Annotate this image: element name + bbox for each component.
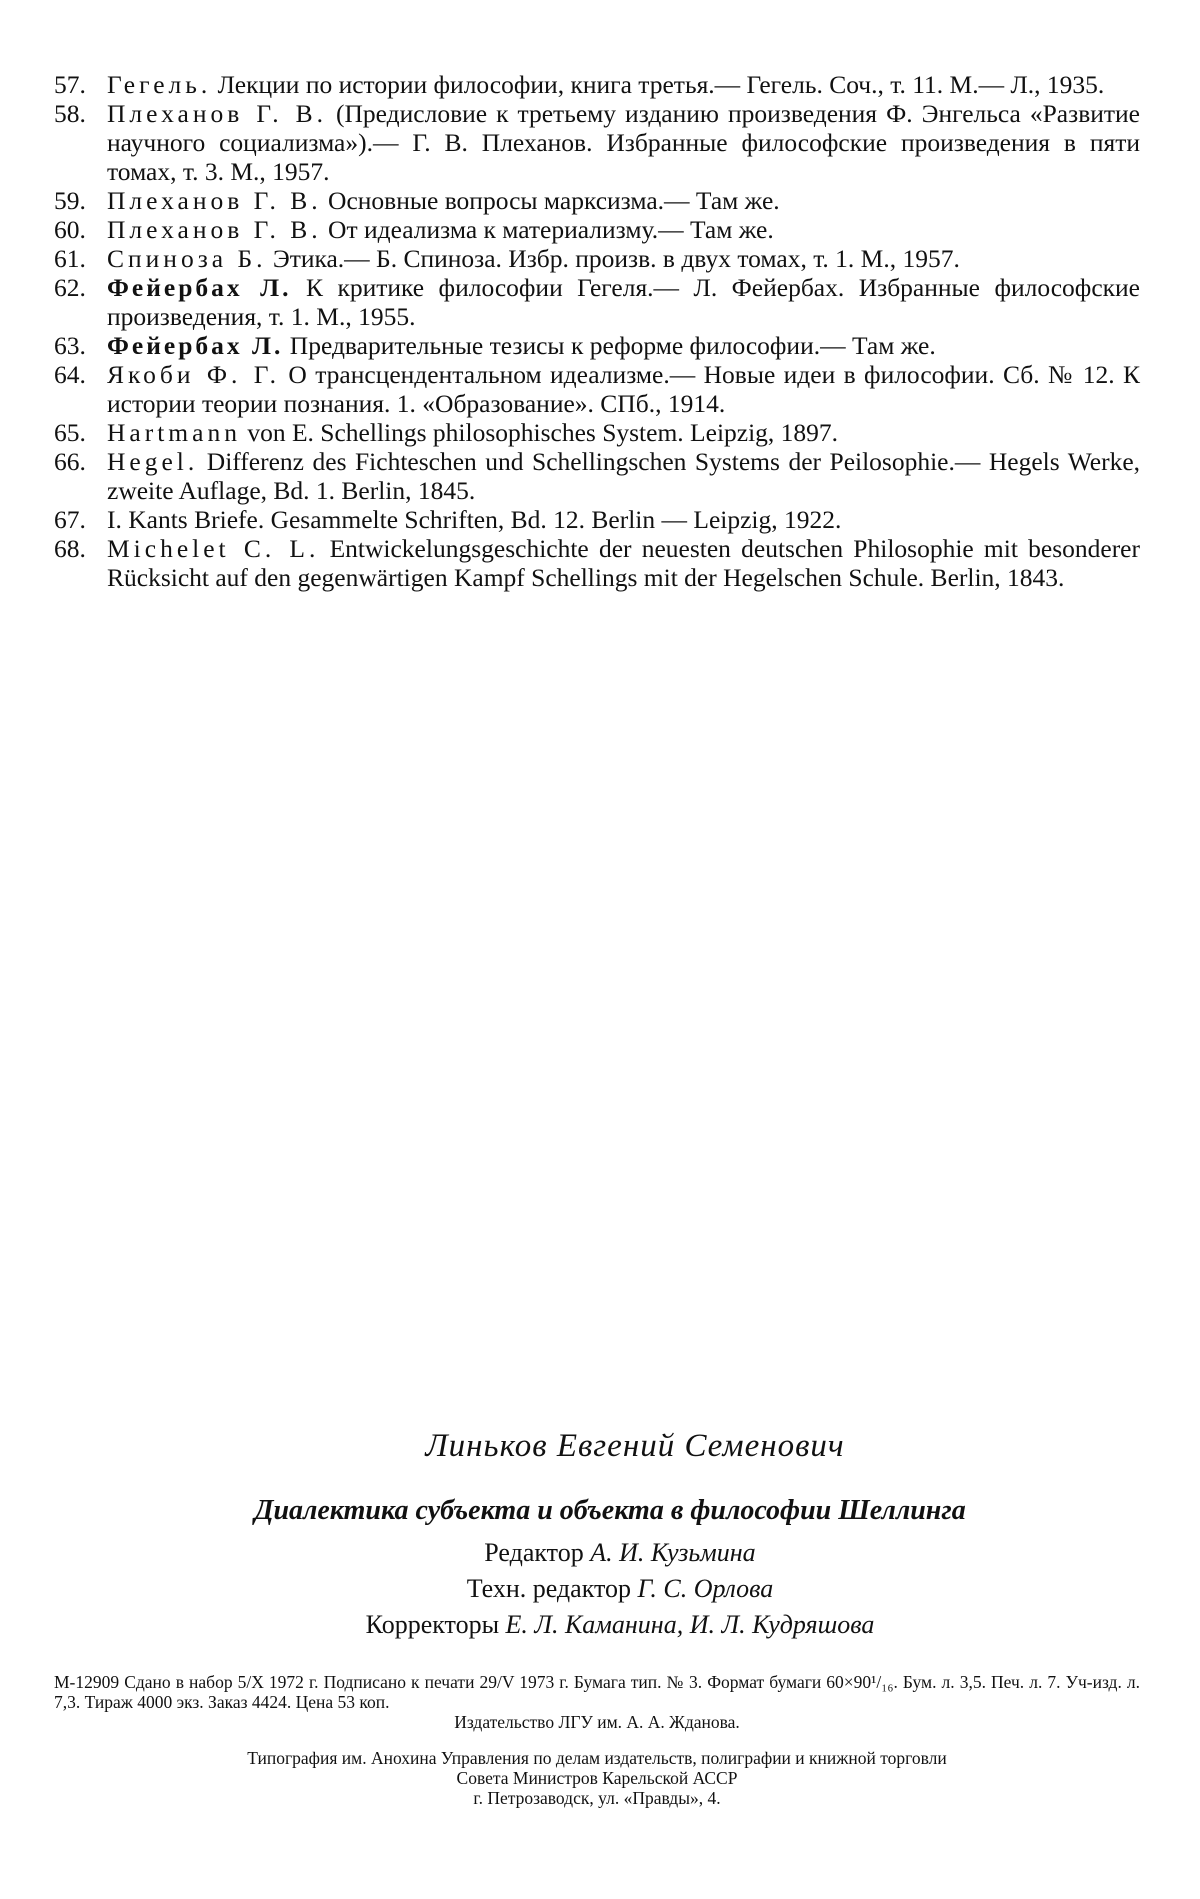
reference-number: 67.	[54, 505, 86, 534]
reference-text: Основные вопросы марксизма.— Там же.	[328, 186, 780, 215]
proofreaders-label: Корректоры	[365, 1610, 500, 1639]
reference-item	[54, 186, 1140, 215]
reference-text: I. Kants Briefe. Gesammelte Schriften, Bd. 12. Berlin — Leipzig, 1922.	[107, 505, 842, 534]
reference-author: Плеханов Г. В.	[107, 186, 322, 215]
reference-item	[54, 244, 1140, 273]
imprint-publisher: Издательство ЛГУ им. А. А. Жданова.	[454, 1712, 740, 1732]
imprint-print-details: М-12909 Сдано в набор 5/X 1972 г. Подписано к печати 29/V 1973 г. Бумага тип. № 3. Формат бумаги 60×90¹/₁₆. Бум. л. 3,5. Печ. л. 7. Уч-изд. л. 7,3. Тираж 4000 экз. Заказ 4424. Цена 53 коп.	[54, 1672, 1140, 1712]
imprint-council: Совета Министров Карельской АССР	[456, 1768, 738, 1788]
reference-number: 59.	[54, 186, 86, 215]
reference-number: 62.	[54, 273, 86, 302]
reference-author: Hartmann	[107, 418, 241, 447]
reference-number: 57.	[54, 70, 86, 99]
reference-number: 66.	[54, 447, 86, 476]
reference-text: (Предисловие к третьему изданию произведения Ф. Энгельса «Развитие научного социализма»).— Г. В. Плеханов. Избранные философские произведения в пяти томах, т. 3. М., 1957.	[107, 99, 1140, 186]
editor-name: А. И. Кузьмина	[590, 1538, 756, 1567]
reference-author: Фейербах Л.	[107, 331, 284, 360]
reference-author: Якоби Ф. Г.	[107, 360, 281, 389]
tech-editor-credit	[0, 1571, 1200, 1607]
reference-number: 58.	[54, 99, 86, 128]
imprint-address: г. Петрозаводск, ул. «Правды», 4.	[473, 1788, 721, 1808]
reference-text: От идеализма к материализму.— Там же.	[328, 215, 774, 244]
reference-number: 63.	[54, 331, 86, 360]
reference-item	[54, 215, 1140, 244]
proofreaders-names: Е. Л. Каманина, И. Л. Кудряшова	[505, 1610, 875, 1639]
reference-number: 64.	[54, 360, 86, 389]
reference-text: Entwickelungsgeschichte der neuesten deutschen Philosophie mit besonderer Rücksicht auf den gegenwärtigen Kampf Schellings mit der Hegelschen Schule. Berlin, 1843.	[107, 534, 1140, 592]
proofreaders-credit	[0, 1607, 1200, 1643]
tech-editor-label: Техн. редактор	[466, 1574, 632, 1603]
reference-author: Плеханов Г. В.	[107, 215, 322, 244]
colophon	[0, 1428, 1200, 1643]
reference-author: Hegel.	[107, 447, 199, 476]
reference-item	[54, 534, 1140, 592]
reference-number: 60.	[54, 215, 86, 244]
reference-item	[54, 418, 1140, 447]
reference-item	[54, 331, 1140, 360]
reference-number: 65.	[54, 418, 86, 447]
reference-item	[54, 70, 1140, 99]
reference-item	[54, 99, 1140, 186]
tech-editor-name: Г. С. Орлова	[637, 1574, 774, 1603]
reference-item	[54, 505, 1140, 534]
reference-number: 68.	[54, 534, 86, 563]
reference-text: Differenz des Fichteschen und Schellingschen Systems der Peilosophie.— Hegels Werke, zweite Auflage, Bd. 1. Berlin, 1845.	[107, 447, 1141, 505]
reference-text: Предварительные тезисы к реформе философии.— Там же.	[289, 331, 936, 360]
reference-author: Michelet C. L.	[107, 534, 320, 563]
book-title: Диалектика субъекта и объекта в философии Шеллинга	[254, 1495, 966, 1526]
book-author: Линьков Евгений Семенович	[425, 1428, 845, 1464]
reference-number: 61.	[54, 244, 86, 273]
editor-label: Редактор	[484, 1538, 584, 1567]
reference-text: К критике философии Гегеля.— Л. Фейербах. Избранные философские произведения, т. 1. М., 1955.	[107, 273, 1140, 331]
reference-text: О трансцендентальном идеализме.— Новые идеи в философии. Сб. № 12. К истории теории познания. 1. «Образование». СПб., 1914.	[107, 360, 1141, 418]
reference-author: Гегель.	[107, 70, 212, 99]
reference-text: Этика.— Б. Спиноза. Избр. произв. в двух томах, т. 1. М., 1957.	[272, 244, 960, 273]
reference-text: von E. Schellings philosophisches System. Leipzig, 1897.	[247, 418, 839, 447]
print-imprint	[54, 1672, 1140, 1808]
reference-item	[54, 273, 1140, 331]
reference-author: Плеханов Г. В.	[107, 99, 327, 128]
imprint-spacer	[54, 1732, 1140, 1748]
reference-author: Спиноза Б.	[107, 244, 267, 273]
reference-item	[54, 360, 1140, 418]
reference-text: Лекции по истории философии, книга третья.— Гегель. Соч., т. 11. М.— Л., 1935.	[217, 70, 1105, 99]
editor-credit	[0, 1535, 1200, 1571]
reference-item	[54, 447, 1140, 505]
bibliography-list	[54, 70, 1140, 592]
imprint-printing-house: Типография им. Анохина Управления по делам издательств, полиграфии и книжной торговли	[247, 1748, 947, 1768]
reference-author: Фейербах Л.	[107, 273, 292, 302]
